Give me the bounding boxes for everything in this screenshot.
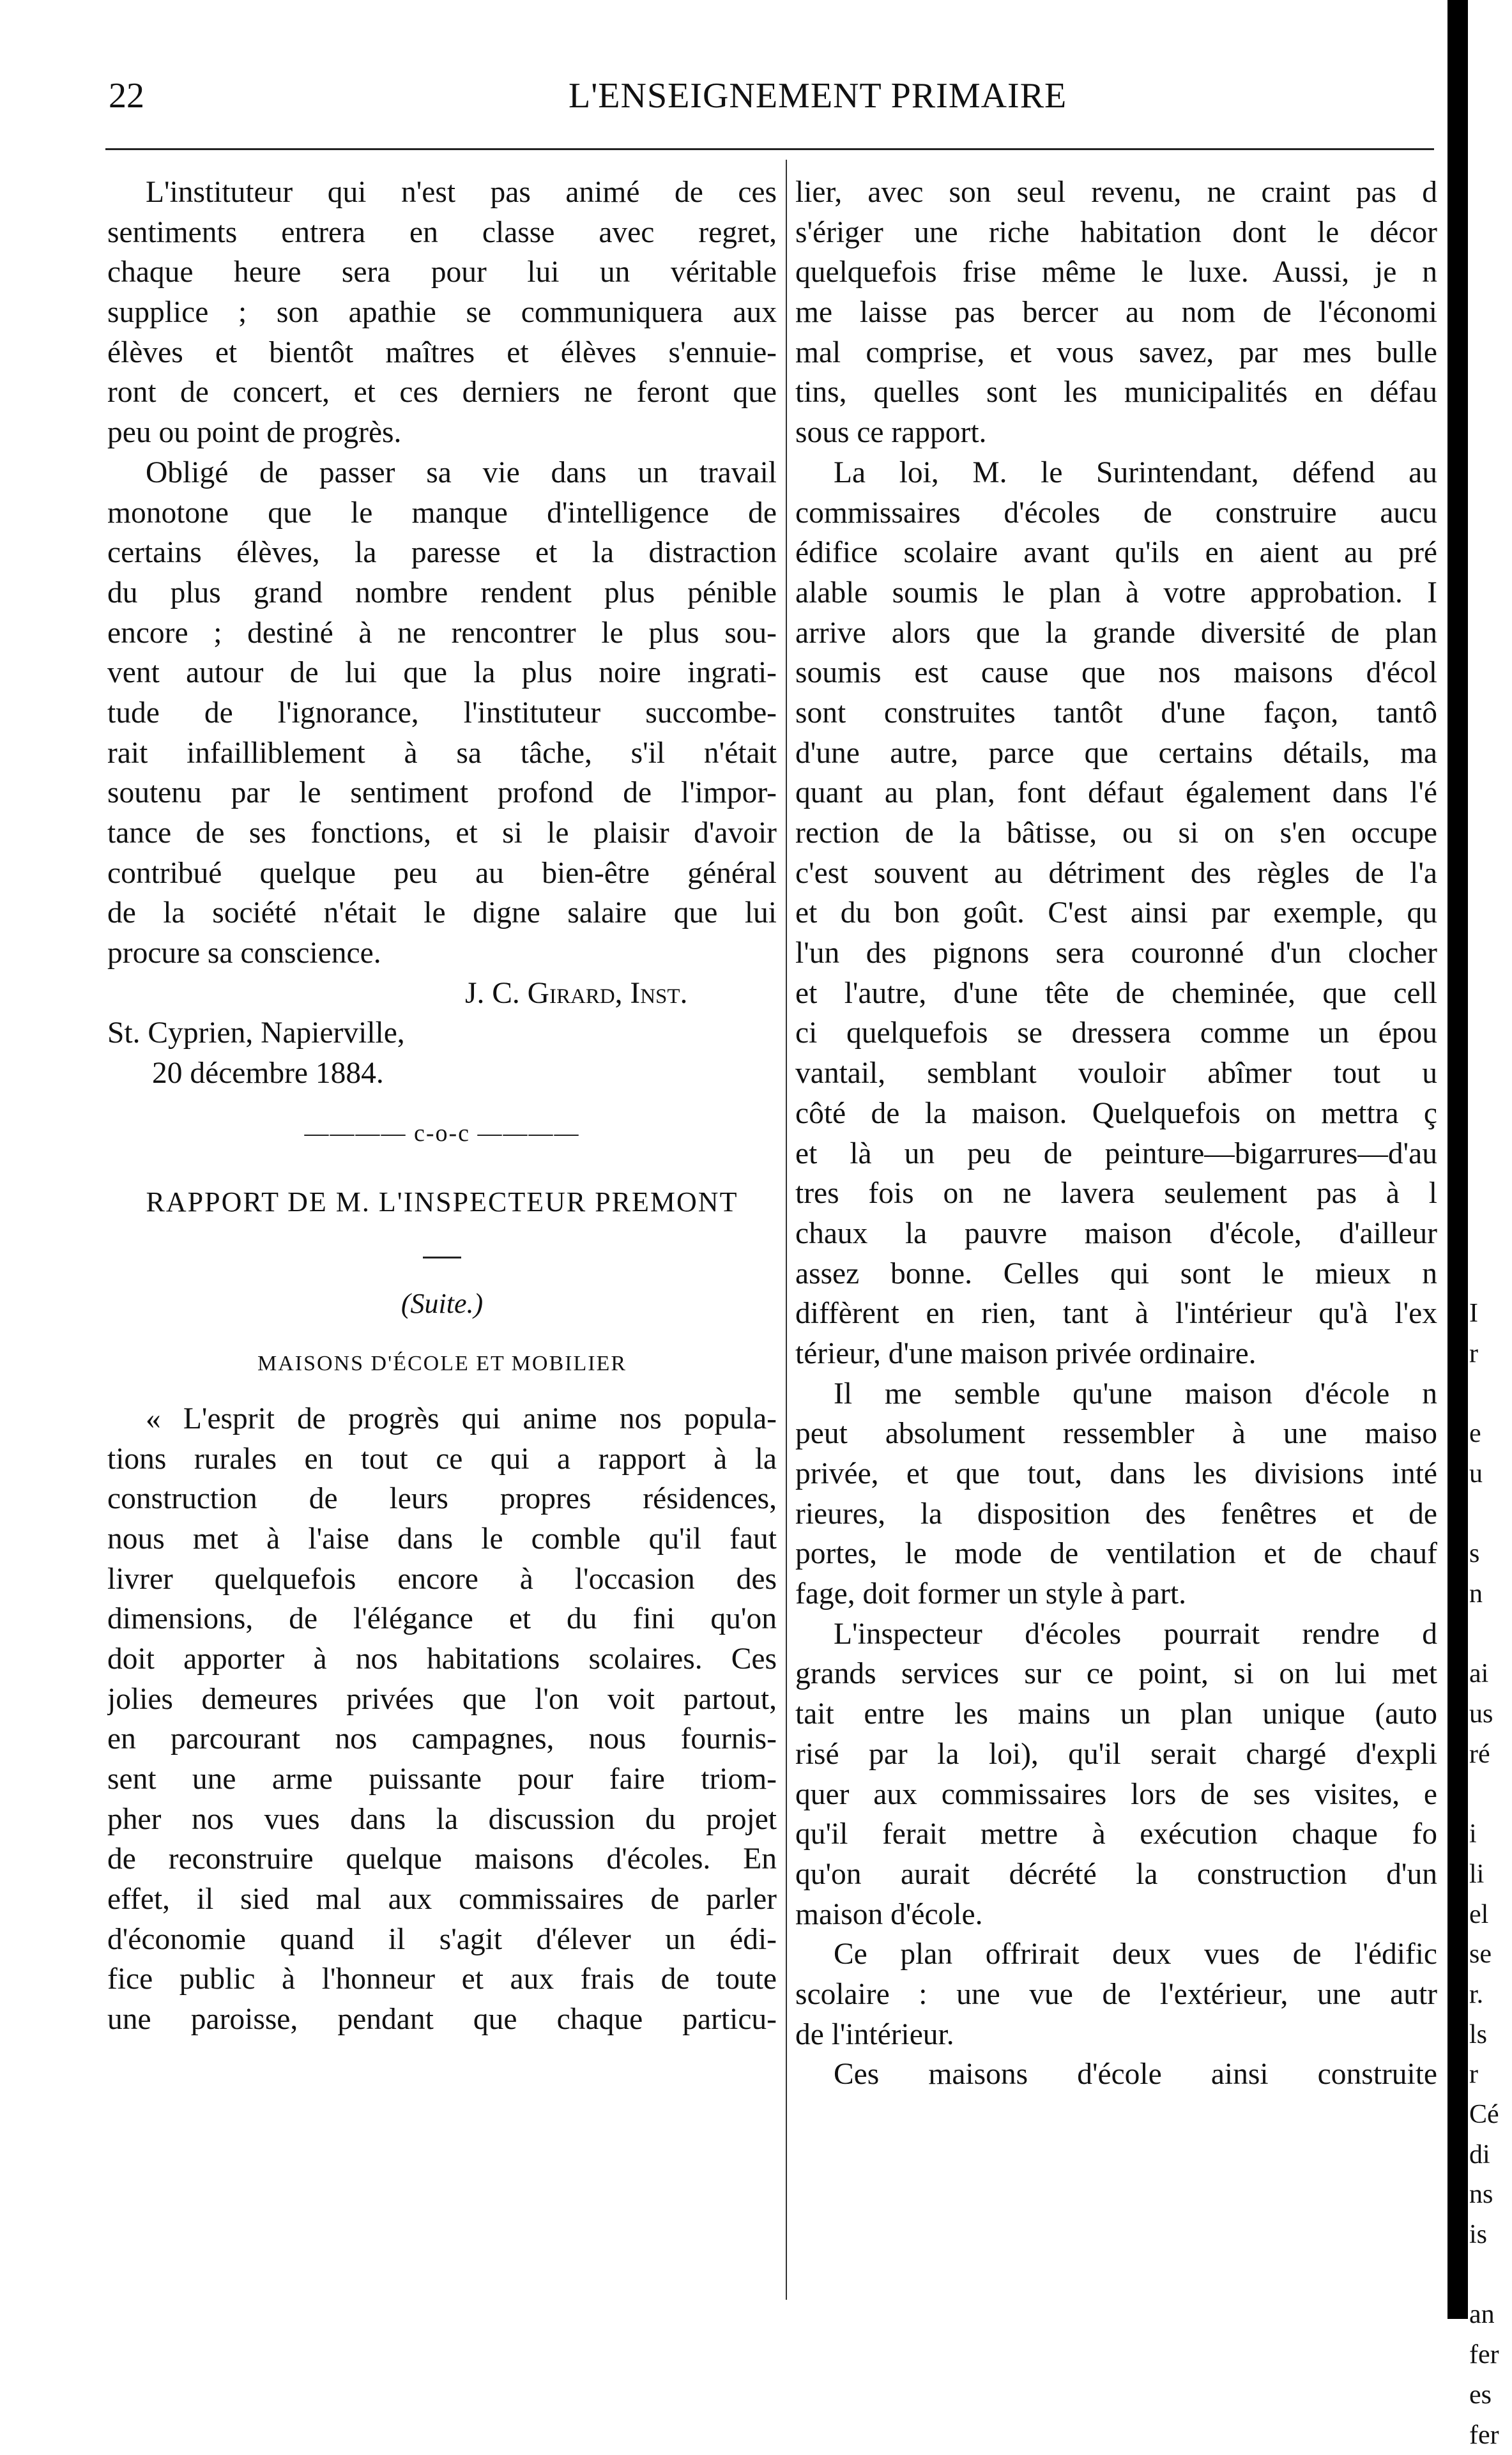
text-line: jolies demeures privées que l'on voit partout, <box>107 1679 777 1720</box>
page-header <box>109 75 1405 120</box>
text-line: assez bonne. Celles qui sont le mieux n <box>795 1254 1437 1294</box>
margin-fragment <box>1469 974 1508 1014</box>
margin-fragment: Cé <box>1469 2095 1508 2135</box>
text-line: sent une arme puissante pour faire triom- <box>107 1759 777 1800</box>
text-line: Il me semble qu'une maison d'école n <box>795 1374 1437 1414</box>
text-line: monotone que le manque d'intelligence de <box>107 493 777 533</box>
text-line: effet, il sied mal aux commissaires de parler <box>107 1879 777 1920</box>
text-line: dimensions, de l'élégance et du fini qu'on <box>107 1599 777 1639</box>
text-line: qu'il ferait mettre à exécution chaque fo <box>795 1814 1437 1855</box>
margin-fragment: i <box>1469 1814 1508 1855</box>
text-line: édifice scolaire avant qu'ils en aient au pré <box>795 533 1437 573</box>
text-line: d'économie quand il s'agit d'élever un édi- <box>107 1920 777 1960</box>
margin-fragment: li <box>1469 1855 1508 1895</box>
text-line: peut absolument ressembler à une maiso <box>795 1414 1437 1454</box>
margin-fragment <box>1469 413 1508 453</box>
text-line: côté de la maison. Quelquefois on mettra ç <box>795 1094 1437 1134</box>
text-line: du plus grand nombre rendent plus pénible <box>107 573 777 613</box>
text-line: pher nos vues dans la discussion du projet <box>107 1800 777 1840</box>
margin-fragment <box>1469 813 1508 853</box>
margin-fragment <box>1469 333 1508 373</box>
text-line: La loi, M. le Surintendant, défend au <box>795 453 1437 493</box>
text-line: ront de concert, et ces derniers ne feront que <box>107 372 777 413</box>
text-line: tude de l'ignorance, l'instituteur succombe- <box>107 693 777 733</box>
margin-fragment: r <box>1469 1334 1508 1374</box>
text-line: soutenu par le sentiment profond de l'impor- <box>107 773 777 813</box>
margin-fragment: ns <box>1469 2175 1508 2215</box>
margin-fragment <box>1469 1214 1508 1254</box>
text-line: térieur, d'une maison privée ordinaire. <box>795 1334 1437 1374</box>
text-line: sont construites tantôt d'une façon, tantô <box>795 693 1437 733</box>
margin-fragment: I <box>1469 1294 1508 1334</box>
margin-fragment <box>1469 733 1508 774</box>
margin-fragment: s <box>1469 1534 1508 1574</box>
text-line: soumis est cause que nos maisons d'écol <box>795 653 1437 693</box>
text-line: tions rurales en tout ce qui a rapport à la <box>107 1439 777 1480</box>
margin-fragment <box>1469 573 1508 613</box>
text-line: et là un peu de peinture—bigarrures—d'au <box>795 1134 1437 1174</box>
margin-fragment <box>1469 493 1508 533</box>
text-line: l'un des pignons sera couronné d'un clocher <box>795 933 1437 974</box>
margin-fragment: is <box>1469 2215 1508 2255</box>
signature-place: St. Cyprien, Napierville, <box>107 1013 777 1053</box>
margin-fragment <box>1469 1013 1508 1053</box>
margin-fragment <box>1469 252 1508 293</box>
text-line: ci quelquefois se dressera comme un épou <box>795 1013 1437 1053</box>
margin-fragment <box>1469 893 1508 933</box>
text-line: certains élèves, la paresse et la distraction <box>107 533 777 573</box>
text-line: fage, doit former un style à part. <box>795 1574 1437 1614</box>
text-line: tins, quelles sont les municipalités en défau <box>795 372 1437 413</box>
text-line: une paroisse, pendant que chaque particu- <box>107 2000 777 2040</box>
text-line: s'ériger une riche habitation dont le décor <box>795 213 1437 253</box>
left-paragraph-1 <box>107 172 777 453</box>
text-line: de l'intérieur. <box>795 2015 1437 2055</box>
margin-fragment <box>1469 933 1508 974</box>
adjacent-page-fragments <box>1469 172 1508 2455</box>
text-line: arrive alors que la grande diversité de plan <box>795 613 1437 654</box>
margin-fragment: el <box>1469 1895 1508 1935</box>
running-title: L'ENSEIGNEMENT PRIMAIRE <box>569 75 1067 116</box>
text-line: rait infailliblement à sa tâche, s'il n'était <box>107 733 777 774</box>
right-paragraph-4 <box>795 1614 1437 1935</box>
text-line: rection de la bâtisse, ou si on s'en occupe <box>795 813 1437 853</box>
text-line: quant au plan, font défaut également dans l'é <box>795 773 1437 813</box>
margin-fragment <box>1469 773 1508 813</box>
text-line: privée, et que tout, dans les divisions inté <box>795 1454 1437 1494</box>
text-line: Ces maisons d'école ainsi construite <box>795 2054 1437 2095</box>
text-line: mal comprise, et vous savez, par mes bulle <box>795 333 1437 373</box>
text-line: supplice ; son apathie se communiquera aux <box>107 293 777 333</box>
text-line: procure sa conscience. <box>107 933 777 974</box>
margin-fragment: se <box>1469 1934 1508 1975</box>
text-line: sous ce rapport. <box>795 413 1437 453</box>
suite-label: (Suite.) <box>107 1284 777 1329</box>
right-paragraph-5 <box>795 1934 1437 2054</box>
text-line: Ce plan offrirait deux vues de l'édific <box>795 1934 1437 1975</box>
margin-fragment <box>1469 1094 1508 1134</box>
margin-fragment <box>1469 372 1508 413</box>
text-line: quer aux commissaires lors de ses visites, e <box>795 1775 1437 1815</box>
margin-fragment <box>1469 172 1508 213</box>
margin-fragment: r <box>1469 2054 1508 2095</box>
margin-fragment <box>1469 453 1508 493</box>
text-line: risé par la loi), qu'il serait chargé d'expli <box>795 1734 1437 1775</box>
section-separator: ———— c-o-c ———— <box>107 1094 777 1174</box>
margin-fragment: ls <box>1469 2015 1508 2055</box>
text-line: construction de leurs propres résidences, <box>107 1479 777 1519</box>
text-line: qu'on aurait décrété la construction d'un <box>795 1855 1437 1895</box>
right-paragraph-3 <box>795 1374 1437 1614</box>
text-line: diffèrent en rien, tant à l'intérieur qu'à l'ex <box>795 1294 1437 1334</box>
text-line: d'une autre, parce que certains détails, ma <box>795 733 1437 774</box>
right-paragraph-6 <box>795 2054 1437 2095</box>
text-line: lier, avec son seul revenu, ne craint pas d <box>795 172 1437 213</box>
text-line: et du bon goût. C'est ainsi par exemple, qu <box>795 893 1437 933</box>
binding-edge-shadow <box>1447 0 1468 2319</box>
text-line: c'est souvent au détriment des règles de l'a <box>795 853 1437 894</box>
margin-fragment <box>1469 1254 1508 1294</box>
right-column <box>795 172 1437 2153</box>
margin-fragment: an <box>1469 2295 1508 2335</box>
text-line: tres fois on ne lavera seulement pas à l <box>795 1174 1437 1214</box>
text-line: L'instituteur qui n'est pas animé de ces <box>107 172 777 213</box>
margin-fragment <box>1469 1494 1508 1534</box>
short-rule <box>423 1257 461 1258</box>
margin-fragment <box>1469 1374 1508 1414</box>
text-line: doit apporter à nos habitations scolaires. Ces <box>107 1639 777 1679</box>
margin-fragment: fer <box>1469 2335 1508 2375</box>
text-line: rieures, la disposition des fenêtres et de <box>795 1494 1437 1534</box>
right-paragraph-1 <box>795 172 1437 453</box>
text-line: contribué quelque peu au bien-être général <box>107 853 777 894</box>
text-line: tait entre les mains un plan unique (auto <box>795 1694 1437 1734</box>
text-line: livrer quelquefois encore à l'occasion des <box>107 1559 777 1600</box>
report-heading: RAPPORT DE M. L'INSPECTEUR PREMONT <box>107 1174 777 1231</box>
margin-fragment <box>1469 1053 1508 1094</box>
text-line: commissaires d'écoles de construire aucu <box>795 493 1437 533</box>
margin-fragment: ai <box>1469 1654 1508 1694</box>
margin-fragment <box>1469 1775 1508 1815</box>
left-column <box>107 172 777 2040</box>
margin-fragment <box>1469 213 1508 253</box>
page-number: 22 <box>109 75 144 116</box>
text-line: Obligé de passer sa vie dans un travail <box>107 453 777 493</box>
text-line: nous met à l'aise dans le comble qu'il faut <box>107 1519 777 1559</box>
text-line: chaux la pauvre maison d'école, d'ailleur <box>795 1214 1437 1254</box>
margin-fragment <box>1469 2255 1508 2295</box>
margin-fragment: ré <box>1469 1734 1508 1775</box>
margin-fragment <box>1469 1614 1508 1655</box>
margin-fragment: di <box>1469 2135 1508 2175</box>
text-line: peu ou point de progrès. <box>107 413 777 453</box>
text-line: quelquefois frise même le luxe. Aussi, je n <box>795 252 1437 293</box>
text-line: me laisse pas bercer au nom de l'économi <box>795 293 1437 333</box>
margin-fragment <box>1469 1174 1508 1214</box>
text-line: scolaire : une vue de l'extérieur, une autr <box>795 1975 1437 2015</box>
text-line: vantail, semblant vouloir abîmer tout u <box>795 1053 1437 1094</box>
margin-fragment: fer <box>1469 2415 1508 2455</box>
left-paragraph-3 <box>107 1399 777 2040</box>
section-subheading: MAISONS D'ÉCOLE ET MOBILIER <box>107 1329 777 1399</box>
margin-fragment <box>1469 533 1508 573</box>
margin-fragment: u <box>1469 1454 1508 1494</box>
text-line: grands services sur ce point, si on lui met <box>795 1654 1437 1694</box>
margin-fragment <box>1469 653 1508 693</box>
text-line: encore ; destiné à ne rencontrer le plus sou- <box>107 613 777 654</box>
text-line: chaque heure sera pour lui un véritable <box>107 252 777 293</box>
text-line: et l'autre, d'une tête de cheminée, que cell <box>795 974 1437 1014</box>
margin-fragment <box>1469 693 1508 733</box>
text-line: fice public à l'honneur et aux frais de toute <box>107 1959 777 2000</box>
text-line: de reconstruire quelque maisons d'écoles. En <box>107 1839 777 1879</box>
text-line: de la société n'était le digne salaire que lui <box>107 893 777 933</box>
text-line: « L'esprit de progrès qui anime nos popula- <box>107 1399 777 1439</box>
right-paragraph-2 <box>795 453 1437 1374</box>
text-line: alable soumis le plan à votre approbation. I <box>795 573 1437 613</box>
text-line: sentiments entrera en classe avec regret, <box>107 213 777 253</box>
column-divider <box>786 160 787 2300</box>
text-line: maison d'école. <box>795 1895 1437 1935</box>
margin-fragment: n <box>1469 1574 1508 1614</box>
text-line: vent autour de lui que la plus noire ingrati- <box>107 653 777 693</box>
margin-fragment <box>1469 293 1508 333</box>
margin-fragment: r. <box>1469 1975 1508 2015</box>
margin-fragment: e <box>1469 1414 1508 1454</box>
text-line: en parcourant nos campagnes, nous fournis- <box>107 1719 777 1759</box>
margin-fragment <box>1469 853 1508 894</box>
signature-name: J. C. Girard, Inst. <box>107 974 777 1014</box>
signature-date: 20 décembre 1884. <box>107 1053 777 1094</box>
text-line: tance de ses fonctions, et si le plaisir d'avoir <box>107 813 777 853</box>
header-rule <box>105 148 1434 150</box>
left-paragraph-2 <box>107 453 777 974</box>
text-line: portes, le mode de ventilation et de chauf <box>795 1534 1437 1574</box>
margin-fragment <box>1469 613 1508 654</box>
text-line: élèves et bientôt maîtres et élèves s'ennuie- <box>107 333 777 373</box>
margin-fragment: us <box>1469 1694 1508 1734</box>
margin-fragment <box>1469 1134 1508 1174</box>
margin-fragment: es <box>1469 2375 1508 2415</box>
text-line: L'inspecteur d'écoles pourrait rendre d <box>795 1614 1437 1655</box>
